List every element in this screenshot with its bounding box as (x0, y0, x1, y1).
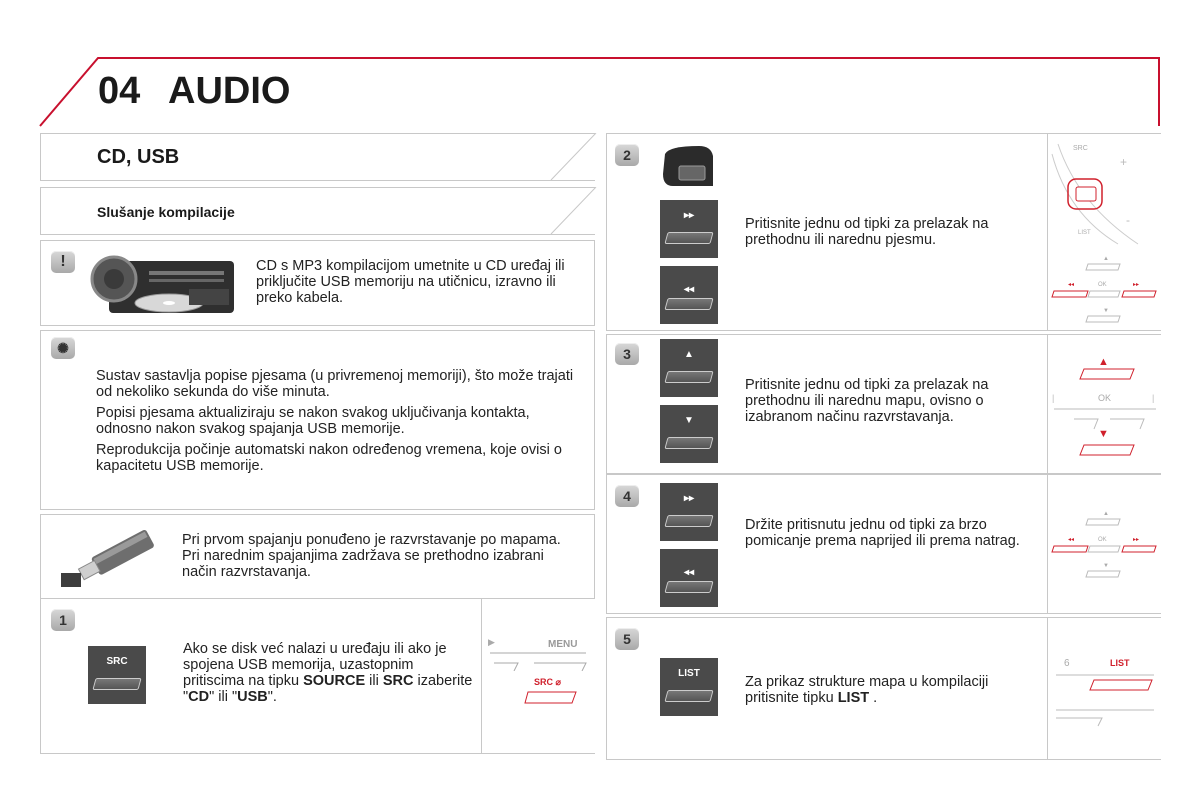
step-2-text: Pritisnite jednu od tipki za prelazak na prethodnu ili narednu pjesmu. (745, 216, 989, 248)
next-track-button (660, 200, 718, 258)
list-key: LIST (837, 690, 870, 706)
button-bar (664, 232, 713, 244)
svg-text:▼: ▼ (1098, 428, 1109, 440)
list-key-diagram (1054, 672, 1159, 732)
text-part: Ako se disk već nalazi u uređaju ili ako je spojena USB memorija, uzastopnim pritiscima na tipku (183, 641, 447, 689)
step-2-panel (1047, 134, 1161, 330)
car-radio-image (89, 249, 239, 319)
text-part: Za prikaz strukture mapa u kompilaciji pritisnite tipku (745, 674, 989, 706)
tip-text (96, 368, 586, 479)
button-bar (664, 581, 713, 593)
button-bar (92, 678, 141, 690)
text-part: ". (267, 689, 277, 705)
svg-text:▲: ▲ (1103, 256, 1109, 262)
step-number: 5 (615, 628, 639, 650)
svg-text:▲: ▲ (1098, 356, 1109, 368)
lightbulb-icon: ✺ (51, 337, 75, 359)
step-4-text: Držite pritisnutu jednu od tipki za brzo pomicanje prema naprijed ili prema natrag. (745, 517, 1020, 549)
button-bar (664, 690, 713, 702)
step-5-panel (1047, 618, 1161, 759)
src-button-image (88, 646, 146, 704)
svg-text:▸▸: ▸▸ (1133, 537, 1140, 543)
tip-paragraph: Reprodukcija počinje automatski nakon određenog vremena, koje ovisi o kapacitetu USB memorije. (96, 442, 562, 474)
list-small-label: LIST (1078, 230, 1091, 236)
section-subtitle: Slušanje kompilacije (97, 204, 235, 220)
warning-note (40, 240, 595, 326)
svg-text:-: - (1126, 213, 1130, 227)
rewind-button (660, 549, 718, 607)
step-2-box (606, 133, 1161, 331)
folder-up-button (660, 339, 718, 397)
button-bar (664, 298, 713, 310)
svg-text:◂◂: ◂◂ (1068, 282, 1075, 288)
tip-paragraph: Popisi pjesama aktualiziraju se nakon svakog uključivanja kontakta, odnosno nakon svakog spajanja USB memorije. (96, 405, 530, 437)
button-bar (664, 437, 713, 449)
chapter-number: 04 (98, 70, 141, 112)
menu-label: MENU (548, 639, 578, 650)
step-1-panel (481, 599, 595, 753)
subtitle-box-corner (481, 187, 597, 235)
svg-text:▼: ▼ (1103, 563, 1109, 569)
ok-label: OK (1098, 393, 1112, 403)
text-part: . (869, 690, 878, 706)
title-box-corner (481, 133, 597, 181)
step-3-panel (1047, 335, 1161, 473)
step-3-text: Pritisnite jednu od tipki za prelazak na prethodnu ili narednu mapu, ovisno o izabranom načinu razvrstavanja. (745, 377, 989, 425)
fast-forward-button (660, 483, 718, 541)
ok-label: OK (1098, 537, 1107, 543)
list-button-image (660, 658, 718, 716)
usb-option: USB (237, 689, 268, 705)
step-4-panel (1047, 475, 1161, 613)
step-1-box (40, 598, 595, 754)
usb-text: Pri prvom spajanju ponuđeno je razvrstavanje po mapama. Pri narednim spajanjima zadržava se prethodno izabrani način razvrstavanja. (182, 532, 561, 580)
step-5-text (745, 674, 1030, 706)
src-panel-label: SRC ⌀ (534, 677, 561, 687)
down-arrow-icon: ▼ (684, 415, 694, 426)
up-down-keys-diagram (1048, 335, 1161, 473)
steering-key-image (659, 142, 719, 192)
src-red-key (524, 691, 578, 705)
usb-stick-image (55, 525, 165, 591)
ok-small-label: OK (1098, 282, 1107, 288)
tip-note (40, 330, 595, 510)
svg-text:+: + (1120, 155, 1128, 169)
src-button-label: SRC (106, 656, 128, 667)
step-1-text (183, 641, 473, 705)
folder-down-button (660, 405, 718, 463)
text-part: ili (365, 673, 383, 689)
list-panel-label: LIST (1110, 658, 1130, 668)
step-number: 2 (615, 144, 639, 166)
seek-keys-diagram (1048, 475, 1161, 613)
up-arrow-icon: ▲ (684, 349, 694, 360)
svg-text:|: | (1152, 393, 1155, 403)
src-small-label: SRC (1073, 145, 1088, 152)
text-part: " ili " (209, 689, 238, 705)
panel-bars (488, 651, 588, 671)
list-button-label: LIST (678, 668, 700, 679)
step-4-box (606, 474, 1161, 614)
step-5-box (606, 617, 1161, 760)
svg-text:▸▸: ▸▸ (1133, 282, 1140, 288)
exclamation-icon: ! (51, 251, 75, 273)
step-number: 3 (615, 343, 639, 365)
fast-forward-icon: ▸▸ (683, 210, 695, 221)
svg-text:▲: ▲ (1103, 511, 1109, 517)
src-key: SRC (382, 673, 414, 689)
usb-note (40, 514, 595, 600)
button-bar (664, 515, 713, 527)
svg-text:◂◂: ◂◂ (1068, 537, 1075, 543)
key-6-label: 6 (1064, 658, 1070, 669)
svg-text:|: | (1052, 393, 1055, 403)
step-number: 1 (51, 609, 75, 631)
page-title: AUDIO (168, 70, 291, 112)
section-title: CD, USB (97, 146, 180, 168)
steering-wheel-diagram (1048, 134, 1161, 330)
source-key: SOURCE (303, 673, 366, 689)
svg-text:▼: ▼ (1103, 308, 1109, 314)
fast-forward-icon: ▸▸ (683, 493, 695, 504)
button-bar (664, 371, 713, 383)
text-part: izaberite " (183, 673, 473, 705)
rewind-icon: ◂◂ (683, 567, 695, 578)
warning-text: CD s MP3 kompilacijom umetnite u CD uređaj ili priključite USB memoriju na utičnicu, izravno ili preko kabela. (256, 258, 565, 306)
play-icon: ▶ (488, 637, 495, 647)
step-3-box (606, 334, 1161, 474)
prev-track-button (660, 266, 718, 324)
cd-option: CD (188, 689, 210, 705)
tip-paragraph: Sustav sastavlja popise pjesama (u privremenoj memoriji), što može trajati od nekoliko sekunda do više minuta. (96, 368, 574, 400)
rewind-icon: ◂◂ (683, 284, 695, 295)
step-number: 4 (615, 485, 639, 507)
